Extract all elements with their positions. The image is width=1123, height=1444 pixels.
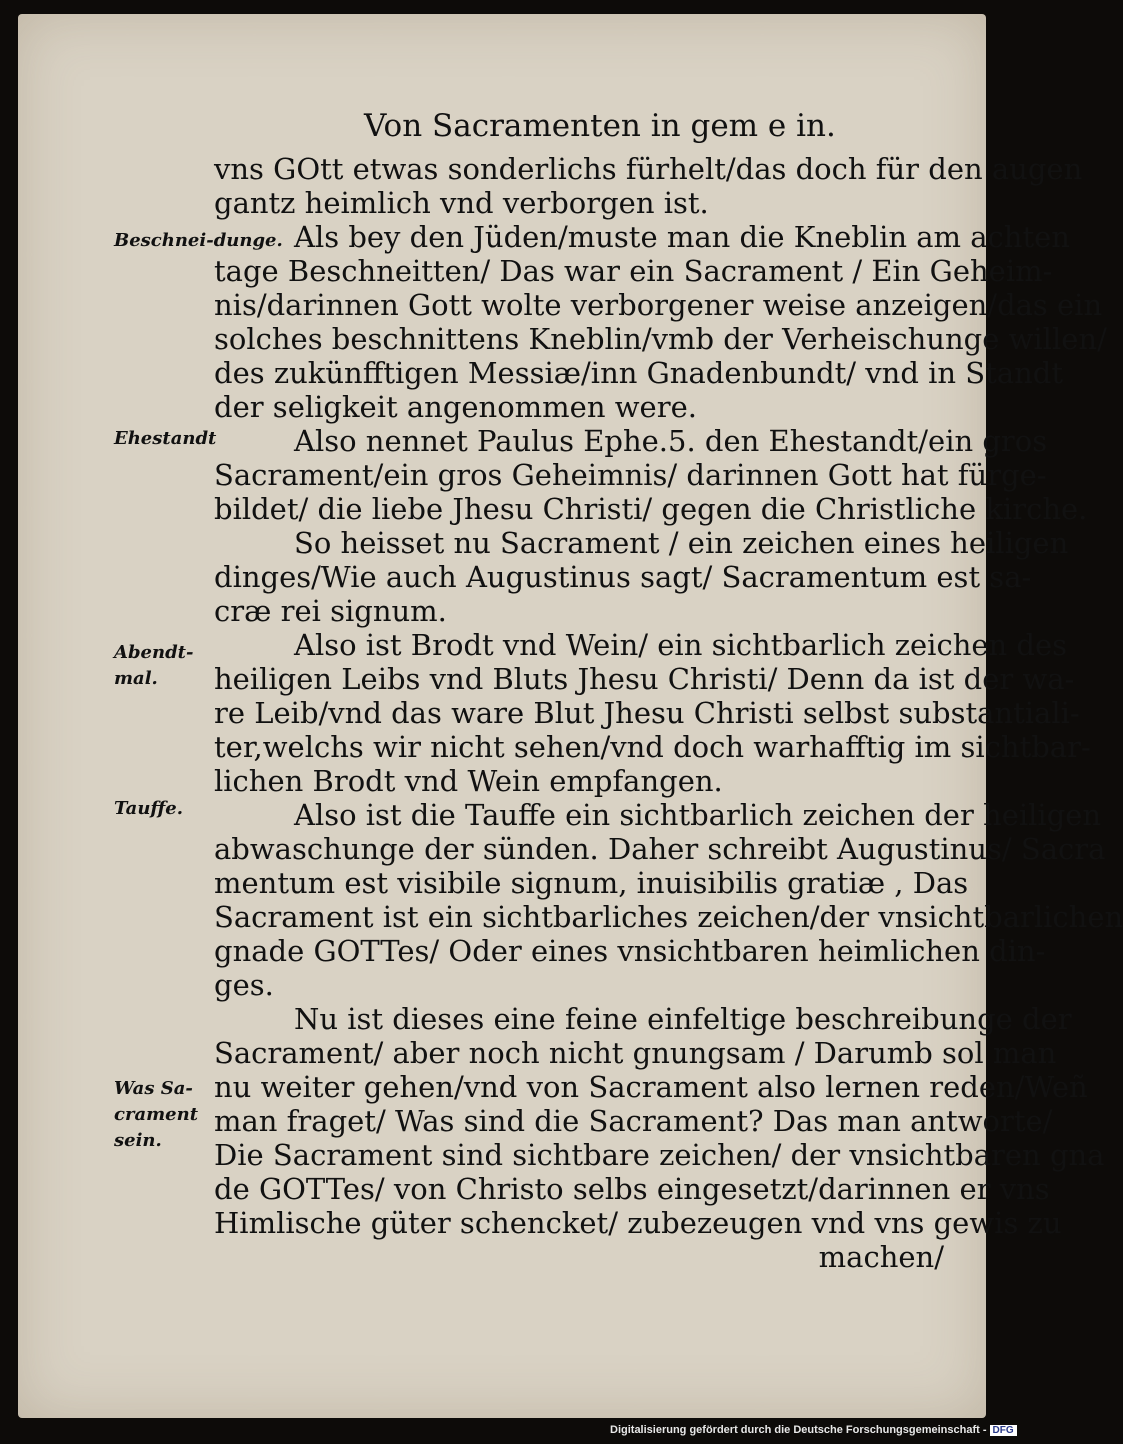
text-line: ges. xyxy=(214,968,274,1002)
dfg-logo: DFG xyxy=(990,1425,1017,1436)
margin-note-beschneidunge: Beschnei-dunge. xyxy=(114,230,283,251)
text-line: cræ rei signum. xyxy=(214,594,447,628)
text-line: gantz heimlich vnd verborgen ist. xyxy=(214,186,709,220)
text-line: Also ist Brodt vnd Wein/ ein sichtbarlich zeichen des xyxy=(294,628,1068,662)
running-head: Von Sacramenten in gem e in. xyxy=(364,108,836,144)
margin-note-tauffe: Tauffe. xyxy=(114,798,184,819)
text-line: tage Beschneitten/ Das war ein Sacrament / Ein Geheim- xyxy=(214,254,1053,288)
text-line: mentum est visibile signum, inuisibilis gratiæ , Das xyxy=(214,866,969,900)
text-line: der seligkeit angenommen were. xyxy=(214,390,697,424)
text-line: des zukünfftigen Messiæ/inn Gnadenbundt/ vnd in Standt xyxy=(214,356,1064,390)
credit-text: Digitalisierung gefördert durch die Deutsche Forschungsgemeinschaft - xyxy=(610,1424,987,1436)
text-line: ter,welchs wir nicht sehen/vnd doch warhafftig im sichtbar- xyxy=(214,730,1091,764)
text-line: Die Sacrament sind sichtbare zeichen/ der vnsichtbaren gna xyxy=(214,1138,1105,1172)
text-line-catchword: machen/ xyxy=(818,1240,944,1274)
text-line: So heisset nu Sacrament / ein zeichen eines heiligen xyxy=(294,526,1069,560)
margin-note-was-sacrament-sein: Was Sa-crament sein. xyxy=(114,1078,199,1151)
text-line: dinges/Wie auch Augustinus sagt/ Sacramentum est sa- xyxy=(214,560,1032,594)
text-line: Sacrament/ein gros Geheimnis/ darinnen Gott hat fürge- xyxy=(214,458,1047,492)
digitization-credit xyxy=(610,1424,1017,1436)
text-line: nu weiter gehen/vnd von Sacrament also lernen reden/Weñ xyxy=(214,1070,1088,1104)
text-line: Also ist die Tauffe ein sichtbarlich zeichen der heiligen xyxy=(294,798,1102,832)
text-line: solches beschnittens Kneblin/vmb der Verheischunge willen/ xyxy=(214,322,1107,356)
text-line: re Leib/vnd das ware Blut Jhesu Christi selbst substantiali- xyxy=(214,696,1080,730)
text-line: heiligen Leibs vnd Bluts Jhesu Christi/ Denn da ist der wa- xyxy=(214,662,1075,696)
text-line: Sacrament ist ein sichtbarliches zeichen/der vnsichtbarlichen xyxy=(214,900,1123,934)
text-line: abwaschunge der sünden. Daher schreibt Augustinus/ Sacra xyxy=(214,832,1106,866)
text-line: Also nennet Paulus Ephe.5. den Ehestandt/ein gros xyxy=(294,424,1048,458)
text-line: gnade GOTTes/ Oder eines vnsichtbaren heimlichen din- xyxy=(214,934,1046,968)
text-line: Himlische güter schencket/ zubezeugen vnd vns gewis zu xyxy=(214,1206,1062,1240)
text-line: Sacrament/ aber noch nicht gnungsam / Darumb sol man xyxy=(214,1036,1057,1070)
text-line: bildet/ die liebe Jhesu Christi/ gegen die Christliche kirche. xyxy=(214,492,1088,526)
text-line: lichen Brodt vnd Wein empfangen. xyxy=(214,764,723,798)
text-line: Als bey den Jüden/muste man die Kneblin am achten xyxy=(294,220,1070,254)
text-line: Nu ist dieses eine feine einfeltige beschreibunge der xyxy=(294,1002,1072,1036)
text-line: vns GOtt etwas sonderlichs fürhelt/das doch für den augen xyxy=(214,152,1083,186)
text-line: man fraget/ Was sind die Sacrament? Das man antworte/ xyxy=(214,1104,1053,1138)
margin-note-ehestandt: Ehestandt xyxy=(114,428,217,449)
text-line: nis/darinnen Gott wolte verborgener weise anzeigen/das ein xyxy=(214,288,1103,322)
margin-note-abendtmal: Abendt-mal. xyxy=(114,642,194,689)
text-line: de GOTTes/ von Christo selbs eingesetzt/darinnen er vns xyxy=(214,1172,1050,1206)
